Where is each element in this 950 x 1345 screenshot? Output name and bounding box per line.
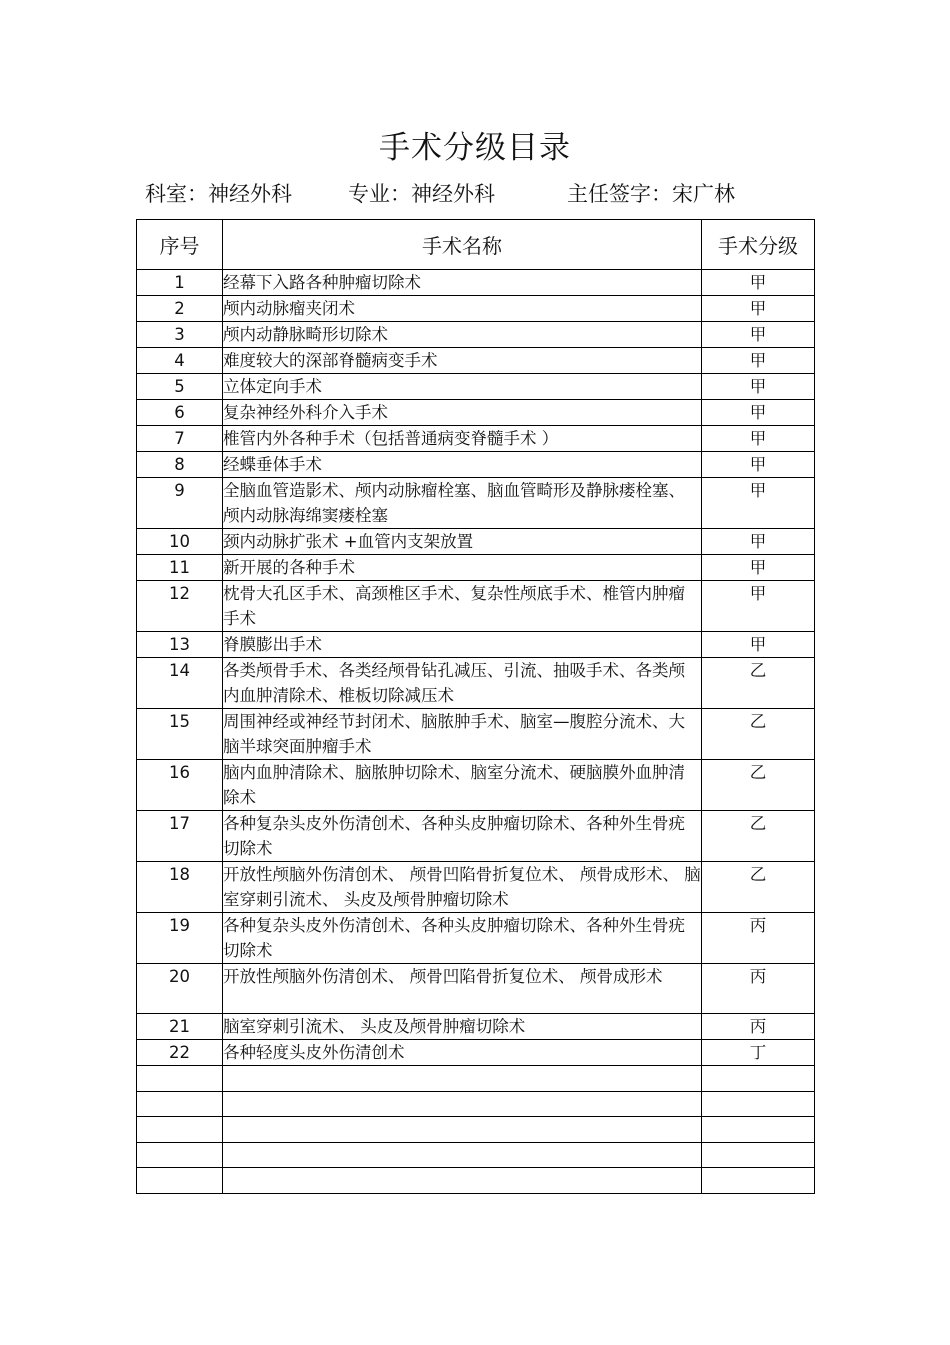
- row-no: 2: [137, 296, 223, 322]
- row-name: 新开展的各种手术: [223, 555, 702, 581]
- row-grade: 乙: [702, 862, 815, 913]
- row-grade: 甲: [702, 426, 815, 452]
- row-no: 4: [137, 348, 223, 374]
- empty-cell: [223, 1066, 702, 1092]
- empty-table-row: [137, 1066, 815, 1092]
- row-name: 颅内动脉瘤夹闭术: [223, 296, 702, 322]
- row-name: 脑室穿刺引流术、 头皮及颅骨肿瘤切除术: [223, 1014, 702, 1040]
- table-row: [137, 296, 815, 322]
- row-no: 6: [137, 400, 223, 426]
- empty-cell: [137, 1168, 223, 1194]
- table-row: [137, 555, 815, 581]
- empty-cell: [702, 1142, 815, 1168]
- empty-cell: [137, 1142, 223, 1168]
- row-name: 经蝶垂体手术: [223, 452, 702, 478]
- row-no: 9: [137, 478, 223, 529]
- table-row: [137, 913, 815, 964]
- row-grade: 甲: [702, 270, 815, 296]
- table-row: [137, 452, 815, 478]
- row-no: 17: [137, 811, 223, 862]
- empty-table-row: [137, 1168, 815, 1194]
- row-no: 18: [137, 862, 223, 913]
- specialty-label: 专业：神经外科: [348, 182, 495, 206]
- row-name: 周围神经或神经节封闭术、脑脓肿手术、脑室—腹腔分流术、大脑半球突面肿瘤手术: [223, 709, 702, 760]
- row-name: 各种复杂头皮外伤清创术、各种头皮肿瘤切除术、各种外生骨疣切除术: [223, 913, 702, 964]
- table-row: [137, 964, 815, 1014]
- table-row: [137, 811, 815, 862]
- row-grade: 乙: [702, 760, 815, 811]
- row-name: 脑内血肿清除术、脑脓肿切除术、脑室分流术、硬脑膜外血肿清除术: [223, 760, 702, 811]
- row-no: 11: [137, 555, 223, 581]
- row-name: 各种轻度头皮外伤清创术: [223, 1040, 702, 1066]
- row-name: 难度较大的深部脊髓病变手术: [223, 348, 702, 374]
- row-name: 开放性颅脑外伤清创术、 颅骨凹陷骨折复位术、 颅骨成形术、 脑室穿刺引流术、 头皮及颅骨肿瘤切除术: [223, 862, 702, 913]
- table-row: [137, 426, 815, 452]
- table-row: [137, 658, 815, 709]
- row-no: 21: [137, 1014, 223, 1040]
- row-no: 12: [137, 581, 223, 632]
- surgery-grade-table: [136, 219, 815, 1194]
- row-name: 立体定向手术: [223, 374, 702, 400]
- row-no: 7: [137, 426, 223, 452]
- row-grade: 丙: [702, 1014, 815, 1040]
- row-name: 开放性颅脑外伤清创术、 颅骨凹陷骨折复位术、 颅骨成形术: [223, 964, 702, 1014]
- row-no: 15: [137, 709, 223, 760]
- table-row: [137, 709, 815, 760]
- row-name: 颅内动静脉畸形切除术: [223, 322, 702, 348]
- column-header-no: 序号: [137, 220, 223, 270]
- table-row: [137, 270, 815, 296]
- table-row: [137, 400, 815, 426]
- row-name: 复杂神经外科介入手术: [223, 400, 702, 426]
- row-grade: 丙: [702, 913, 815, 964]
- table-row: [137, 1040, 815, 1066]
- table-row: [137, 581, 815, 632]
- row-grade: 甲: [702, 374, 815, 400]
- row-grade: 甲: [702, 529, 815, 555]
- row-name: 颈内动脉扩张术 +血管内支架放置: [223, 529, 702, 555]
- empty-cell: [223, 1142, 702, 1168]
- row-no: 1: [137, 270, 223, 296]
- document-title: 手术分级目录: [379, 130, 571, 166]
- row-grade: 甲: [702, 478, 815, 529]
- table-row: [137, 760, 815, 811]
- row-grade: 乙: [702, 709, 815, 760]
- column-header-grade: 手术分级: [702, 220, 815, 270]
- row-grade: 丙: [702, 964, 815, 1014]
- empty-table-row: [137, 1142, 815, 1168]
- table-row: [137, 529, 815, 555]
- row-grade: 丁: [702, 1040, 815, 1066]
- row-grade: 甲: [702, 632, 815, 658]
- row-grade: 乙: [702, 811, 815, 862]
- row-no: 8: [137, 452, 223, 478]
- empty-table-row: [137, 1117, 815, 1143]
- row-name: 经幕下入路各种肿瘤切除术: [223, 270, 702, 296]
- row-name: 各种复杂头皮外伤清创术、各种头皮肿瘤切除术、各种外生骨疣切除术: [223, 811, 702, 862]
- row-no: 20: [137, 964, 223, 1014]
- table-row: [137, 374, 815, 400]
- row-name: 各类颅骨手术、各类经颅骨钻孔减压、引流、抽吸手术、各类颅内血肿清除术、椎板切除减压术: [223, 658, 702, 709]
- row-no: 5: [137, 374, 223, 400]
- row-no: 10: [137, 529, 223, 555]
- row-grade: 甲: [702, 452, 815, 478]
- empty-cell: [223, 1091, 702, 1117]
- table-row: [137, 862, 815, 913]
- row-no: 19: [137, 913, 223, 964]
- row-grade: 甲: [702, 400, 815, 426]
- table-header-row: [137, 220, 815, 270]
- row-no: 22: [137, 1040, 223, 1066]
- row-grade: 甲: [702, 348, 815, 374]
- empty-cell: [137, 1091, 223, 1117]
- row-grade: 甲: [702, 296, 815, 322]
- row-grade: 甲: [702, 581, 815, 632]
- table-row: [137, 478, 815, 529]
- row-name: 枕骨大孔区手术、高颈椎区手术、复杂性颅底手术、椎管内肿瘤手术: [223, 581, 702, 632]
- row-name: 椎管内外各种手术（包括普通病变脊髓手术 ）: [223, 426, 702, 452]
- empty-cell: [702, 1091, 815, 1117]
- row-grade: 甲: [702, 555, 815, 581]
- empty-table-row: [137, 1091, 815, 1117]
- empty-cell: [137, 1066, 223, 1092]
- table-row: [137, 1014, 815, 1040]
- row-no: 14: [137, 658, 223, 709]
- director-signature-label: 主任签字：宋广林: [567, 182, 735, 206]
- row-no: 3: [137, 322, 223, 348]
- table-row: [137, 322, 815, 348]
- table-row: [137, 632, 815, 658]
- empty-cell: [223, 1168, 702, 1194]
- empty-cell: [223, 1117, 702, 1143]
- empty-cell: [702, 1168, 815, 1194]
- row-no: 13: [137, 632, 223, 658]
- row-grade: 乙: [702, 658, 815, 709]
- column-header-name: 手术名称: [223, 220, 702, 270]
- department-label: 科室：神经外科: [145, 182, 292, 206]
- row-name: 全脑血管造影术、颅内动脉瘤栓塞、脑血管畸形及静脉瘘栓塞、颅内动脉海绵窦瘘栓塞: [223, 478, 702, 529]
- row-no: 16: [137, 760, 223, 811]
- row-name: 脊膜膨出手术: [223, 632, 702, 658]
- empty-cell: [137, 1117, 223, 1143]
- empty-cell: [702, 1117, 815, 1143]
- empty-cell: [702, 1066, 815, 1092]
- table-row: [137, 348, 815, 374]
- row-grade: 甲: [702, 322, 815, 348]
